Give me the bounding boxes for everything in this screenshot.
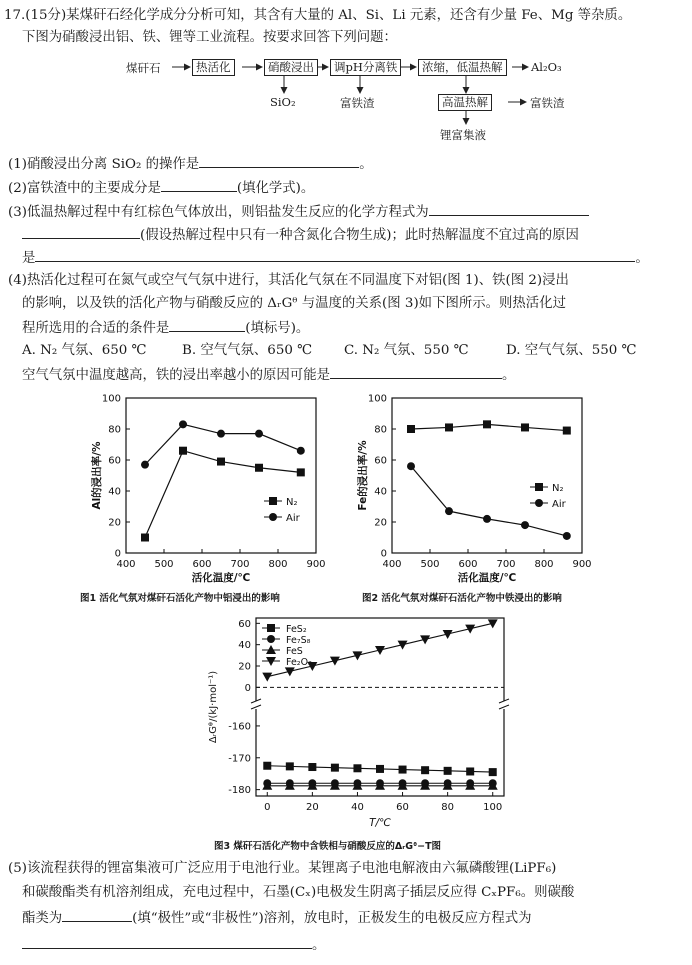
y-tick-label: -170 — [228, 753, 251, 765]
intro-line-1: 17.(15分)某煤矸石经化学成分分析可知，其含有大量的 Al、Si、Li 元素，还含有少量 Fe、Mg 等杂质。 — [4, 8, 632, 23]
answer-blank-4a[interactable] — [169, 317, 245, 332]
y-tick-label: 20 — [374, 517, 387, 529]
x-tick-label: 500 — [154, 559, 174, 570]
data-point — [353, 764, 361, 772]
question-5-line-1: (5)该流程获得的锂富集液可广泛应用于电池行业。某锂离子电池电解液由六氟磷酸锂(LiPF₆) — [8, 861, 557, 876]
data-point — [399, 766, 407, 774]
chart-gibbs-energy — [196, 610, 516, 835]
legend-label: FeS — [286, 646, 303, 657]
plot-frame — [126, 398, 316, 553]
y-tick-label: 0 — [380, 548, 387, 560]
data-point — [255, 464, 263, 472]
y-tick-label: 20 — [238, 661, 251, 673]
x-tick-label: 400 — [382, 559, 402, 570]
y-tick-label: 40 — [108, 486, 121, 498]
data-point — [421, 766, 429, 774]
y-tick-label: -180 — [228, 785, 251, 797]
legend-label: Air — [552, 499, 566, 510]
data-point — [308, 763, 316, 771]
flow-output-lithium-liquor: 锂富集液 — [440, 128, 486, 142]
data-point — [407, 425, 415, 433]
flow-step-high-temp: 高温热解 — [438, 94, 492, 111]
flow-output-sio2: SiO₂ — [270, 95, 296, 109]
flow-step-ph-iron-separation: 调pH分离铁 — [330, 59, 401, 76]
data-point — [489, 768, 497, 776]
y-axis-label: ΔᵣGᶿ/(kJ·mol⁻¹) — [208, 670, 219, 744]
flow-output-iron-residue-2: 富铁渣 — [530, 96, 565, 110]
x-axis-label: T/℃ — [369, 817, 391, 829]
flow-step-acid-leach: 硝酸浸出 — [264, 59, 318, 76]
data-point — [445, 423, 453, 431]
x-tick-label: 800 — [268, 559, 288, 570]
x-tick-label: 60 — [396, 802, 409, 813]
series-circle — [407, 462, 571, 540]
x-tick-label: 20 — [305, 802, 319, 813]
legend-marker — [267, 635, 275, 643]
series-triangle-up — [262, 781, 497, 790]
intro-line-2: 下图为硝酸浸出铝、铁、锂等工业流程。按要求回答下列问题： — [22, 30, 397, 45]
y-tick-label: 100 — [101, 393, 121, 405]
x-tick-label: 700 — [496, 559, 516, 570]
question-3-line-3: 是 。 — [22, 247, 649, 269]
y-axis-label: Al的浸出率/% — [91, 441, 103, 510]
question-3-line-1: (3)低温热解过程中有红棕色气体放出，则铝盐发生反应的化学方程式为 — [8, 201, 589, 223]
answer-blank-4b[interactable] — [330, 364, 502, 379]
data-point — [297, 447, 305, 455]
y-tick-label: 40 — [238, 640, 251, 652]
answer-blank-3a[interactable] — [429, 201, 589, 216]
x-tick-label: 100 — [483, 802, 503, 813]
y-tick-label: 100 — [367, 393, 387, 405]
series-square — [407, 420, 571, 434]
question-4-line-1: (4)热活化过程可在氮气或空气气氛中进行，其活化气氛在不同温度下对铝(图 1)、铁(图 2)浸出 — [8, 273, 569, 288]
data-point — [331, 764, 339, 772]
option-b[interactable]: B. 空气气氛、650 ℃ — [182, 343, 313, 358]
x-axis-label: 活化温度/℃ — [457, 572, 517, 584]
question-2: (2)富铁渣中的主要成分是 (填化学式)。 — [8, 177, 314, 199]
data-point — [445, 507, 453, 515]
chart-fe-leaching — [346, 388, 616, 588]
question-5-line-3: 酯类为 (填“极性”或“非极性”)溶剂，放电时，正极发生的电极反应方程式为 — [22, 907, 532, 929]
option-a[interactable]: A. N₂ 气氛、650 ℃ — [22, 343, 147, 358]
data-point — [483, 420, 491, 428]
answer-blank-5a[interactable] — [62, 907, 132, 922]
y-tick-label: 0 — [244, 682, 251, 694]
data-point — [483, 515, 491, 523]
question-3-line-2: (假设热解过程中只有一种含氮化合物生成)；此时热解温度不宜过高的原因 — [22, 224, 579, 246]
legend-marker — [535, 499, 543, 507]
legend-label: Fe₇S₈ — [286, 635, 311, 646]
option-d[interactable]: D. 空气气氛、550 ℃ — [506, 343, 637, 358]
data-point — [141, 461, 149, 469]
data-point — [217, 430, 225, 438]
data-point — [141, 534, 149, 542]
data-point — [521, 521, 529, 529]
option-c[interactable]: C. N₂ 气氛、550 ℃ — [344, 343, 469, 358]
figure-1-caption: 图1 活化气氛对煤矸石活化产物中铝浸出的影响 — [80, 593, 280, 604]
x-tick-label: 400 — [116, 559, 136, 570]
x-tick-label: 500 — [420, 559, 440, 570]
series-line — [411, 466, 567, 536]
chart-al-leaching — [70, 388, 350, 588]
x-tick-label: 900 — [572, 559, 592, 570]
data-point — [263, 762, 271, 770]
y-tick-label: 20 — [108, 517, 121, 529]
flow-step-heat-activation: 热活化 — [192, 59, 235, 76]
question-4-line-3: 程所选用的合适的条件是 (填标号)。 — [22, 317, 309, 339]
figure-3-caption: 图3 煤矸石活化产物中含铁相与硝酸反应的ΔᵣGᶿ−T图 — [214, 841, 442, 852]
question-1: (1)硝酸浸出分离 SiO₂ 的操作是 。 — [8, 153, 373, 175]
y-tick-label: 60 — [374, 455, 387, 467]
flow-output-iron-residue: 富铁渣 — [340, 96, 375, 110]
legend-label: FeS₂ — [286, 624, 307, 635]
data-point — [376, 765, 384, 773]
legend-label: Air — [286, 513, 300, 524]
x-tick-label: 700 — [230, 559, 250, 570]
answer-blank-1[interactable] — [199, 153, 359, 168]
legend-marker — [535, 483, 543, 491]
figure-2-caption: 图2 活化气氛对煤矸石活化产物中铁浸出的影响 — [362, 593, 562, 604]
legend-label: Fe₂O₃ — [286, 657, 312, 668]
data-point — [179, 420, 187, 428]
y-tick-label: 80 — [374, 424, 387, 436]
flow-start-label: 煤矸石 — [126, 61, 161, 75]
y-tick-label: 0 — [114, 548, 121, 560]
legend-label: N₂ — [552, 483, 564, 494]
question-4-line-5: 空气气氛中温度越高，铁的浸出率越小的原因可能是 。 — [22, 364, 515, 386]
flow-step-concentrate-low-temp: 浓缩，低温热解 — [418, 59, 507, 76]
legend-marker — [269, 497, 277, 505]
answer-blank-3b[interactable] — [22, 224, 140, 239]
y-tick-label: 40 — [374, 486, 387, 498]
y-axis-label: Fe的浸出率/% — [357, 440, 369, 511]
flow-output-al2o3: Al₂O₃ — [531, 60, 562, 74]
series-square — [141, 447, 305, 542]
legend-marker — [267, 624, 275, 632]
legend-label: N₂ — [286, 497, 298, 508]
series-square — [263, 762, 496, 776]
y-tick-label: 80 — [108, 424, 121, 436]
x-tick-label: 40 — [351, 802, 364, 813]
data-point — [255, 430, 263, 438]
x-tick-label: 900 — [306, 559, 326, 570]
data-point — [179, 447, 187, 455]
question-4-line-2: 的影响，以及铁的活化产物与硝酸反应的 ΔᵣGᶿ 与温度的关系(图 3)如下图所示。则热活化过 — [22, 296, 566, 311]
data-point — [407, 462, 415, 470]
y-tick-label: -160 — [228, 721, 251, 733]
data-point — [217, 458, 225, 466]
answer-blank-3c[interactable] — [35, 247, 635, 262]
data-point — [563, 427, 571, 435]
data-point — [563, 532, 571, 540]
data-point — [286, 762, 294, 770]
data-point — [466, 767, 474, 775]
y-tick-label: 60 — [238, 618, 251, 630]
x-tick-label: 600 — [192, 559, 212, 570]
data-point — [262, 673, 272, 682]
answer-blank-5b[interactable] — [22, 934, 312, 949]
y-tick-label: 60 — [108, 455, 121, 467]
data-point — [521, 423, 529, 431]
process-flow-diagram — [0, 0, 692, 150]
data-point — [297, 468, 305, 476]
x-axis-label: 活化温度/℃ — [191, 572, 251, 584]
answer-blank-2[interactable] — [161, 177, 237, 192]
data-point — [444, 767, 452, 775]
question-5-line-4: 。 — [22, 934, 325, 956]
x-tick-label: 0 — [264, 802, 271, 813]
question-5-line-2: 和碳酸酯类有机溶剂组成，充电过程中，石墨(Cₓ)电极发生阴离子插层反应得 CₓPF₆。则碳酸 — [22, 885, 575, 900]
x-tick-label: 80 — [441, 802, 455, 813]
x-tick-label: 600 — [458, 559, 478, 570]
x-tick-label: 800 — [534, 559, 554, 570]
legend-marker — [269, 513, 277, 521]
